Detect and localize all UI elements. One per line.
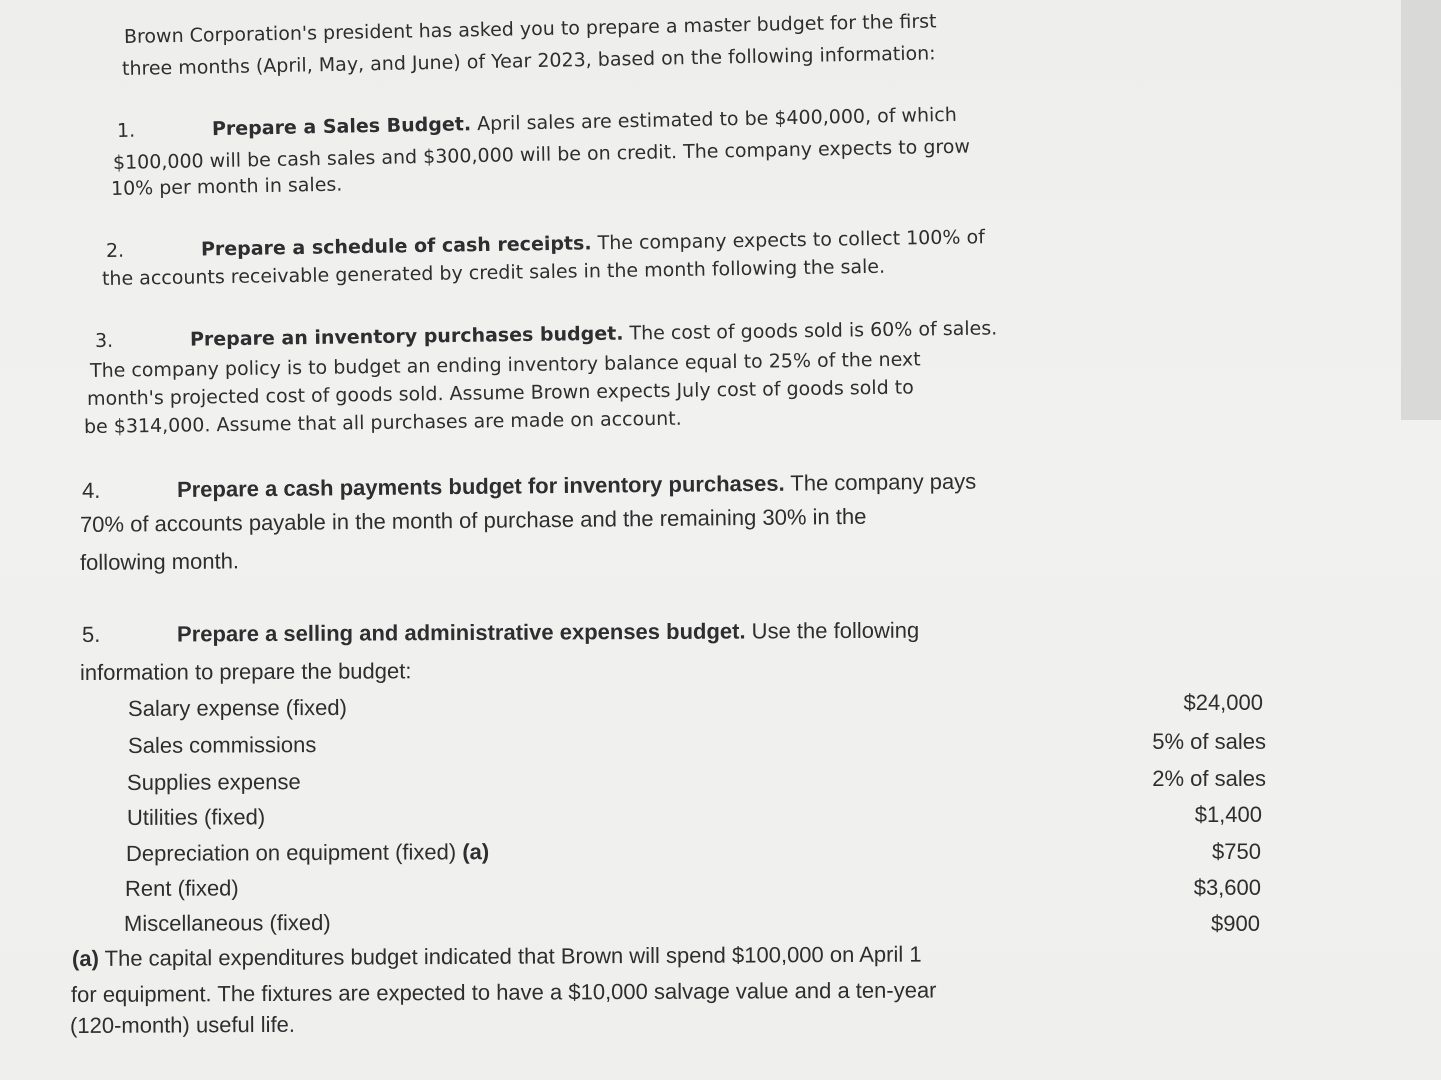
expense-value-depreciation: $750 bbox=[1212, 839, 1261, 864]
item-3-line: The company policy is to budget an ending inventory balance equal to 25% of the next bbox=[89, 348, 921, 382]
expense-value-utilities: $1,400 bbox=[1194, 802, 1262, 827]
footnote-line: for equipment. The fixtures are expected to have a $10,000 salvage value and a ten-year bbox=[70, 977, 937, 1007]
footnote-line: (120-month) useful life. bbox=[69, 1011, 296, 1038]
expense-value-supplies: 2% of sales bbox=[1152, 766, 1266, 791]
expense-label-utilities: Utilities (fixed) bbox=[126, 804, 266, 830]
item-5-line: information to prepare the budget: bbox=[79, 658, 412, 685]
item-1-heading: 1. Prepare a Sales Budget. April sales are estimated to be $400,000, of which bbox=[116, 103, 957, 142]
expense-value-misc: $900 bbox=[1211, 911, 1260, 936]
expense-value-commissions: 5% of sales bbox=[1152, 729, 1266, 754]
expense-label-commissions: Sales commissions bbox=[127, 732, 317, 758]
intro-line-1: Brown Corporation's president has asked you to prepare a master budget for the first bbox=[123, 10, 937, 48]
item-3-line: month's projected cost of goods sold. Assume Brown expects July cost of goods sold to bbox=[86, 376, 914, 410]
item-1-line: $100,000 will be cash sales and $300,000 will be on credit. The company expects to grow bbox=[112, 135, 971, 174]
item-5-heading: 5. Prepare a selling and administrative expenses budget. Use the following bbox=[81, 617, 920, 647]
item-3-line: be $314,000. Assume that all purchases are made on account. bbox=[83, 407, 682, 438]
expense-label-rent: Rent (fixed) bbox=[124, 875, 239, 901]
expense-label-depreciation: Depreciation on equipment (fixed) (a) bbox=[125, 839, 490, 866]
item-2-line: the accounts receivable generated by credit sales in the month following the sale. bbox=[101, 255, 886, 290]
item-4-heading: 4. Prepare a cash payments budget for inventory purchases. The company pays bbox=[81, 468, 977, 503]
item-2-heading: 2. Prepare a schedule of cash receipts. The company expects to collect 100% of bbox=[105, 226, 985, 262]
expense-value-rent: $3,600 bbox=[1193, 875, 1261, 900]
expense-label-misc: Miscellaneous (fixed) bbox=[123, 909, 331, 936]
expense-label-salary: Salary expense (fixed) bbox=[127, 694, 347, 721]
expense-label-supplies: Supplies expense bbox=[126, 769, 301, 795]
intro-line-2: three months (April, May, and June) of Year 2023, based on the following information: bbox=[121, 42, 936, 80]
item-4-line: 70% of accounts payable in the month of purchase and the remaining 30% in the bbox=[79, 503, 867, 537]
expense-value-salary: $24,000 bbox=[1183, 690, 1263, 715]
item-3-heading: 3. Prepare an inventory purchases budget. The cost of goods sold is 60% of sales. bbox=[94, 317, 998, 352]
item-4-line: following month. bbox=[79, 548, 240, 575]
item-1-line: 10% per month in sales. bbox=[110, 173, 343, 200]
paper-fold-shadow bbox=[1401, 0, 1441, 420]
footnote-line: (a) The capital expenditures budget indicated that Brown will spend $100,000 on April 1 bbox=[71, 941, 922, 971]
